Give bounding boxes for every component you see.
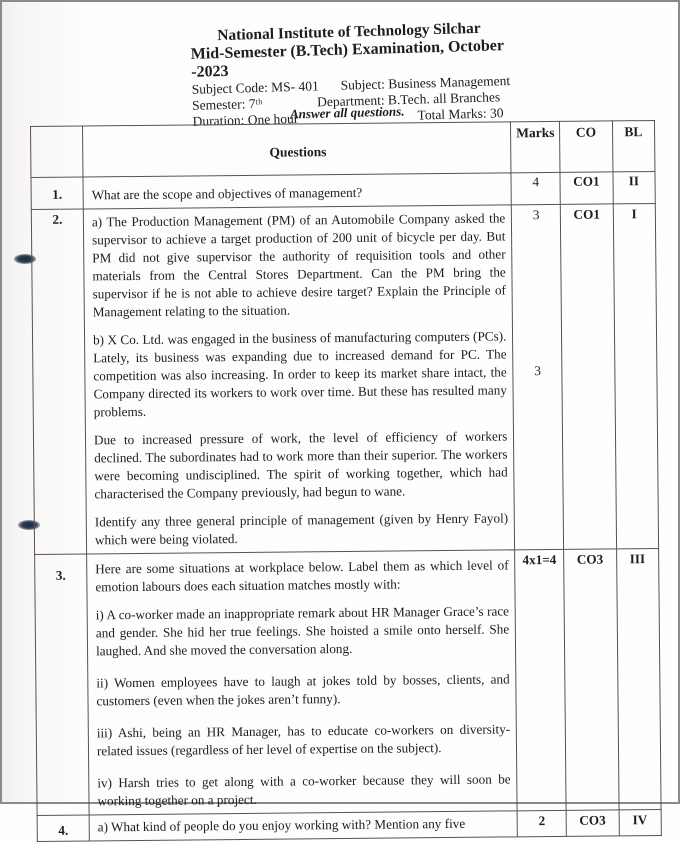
exam-title: Mid-Semester (B.Tech) Examination, October -2023 <box>190 37 504 81</box>
question-number: 2. <box>31 209 86 554</box>
table-row <box>35 548 661 815</box>
question-number: 3. <box>35 554 89 815</box>
blooms-level: II <box>612 172 655 204</box>
course-outcome: CO3 <box>566 810 619 837</box>
question-paragraph: iii) Ashi, being an HR Manager, has to educate co-workers on diversity-related issues (regardless of her level of expertise on the subject). <box>96 721 511 759</box>
col-header-marks: Marks <box>511 121 560 172</box>
institute-name: National Institute of Technology Silchar <box>216 19 481 45</box>
question-paragraph: b) X Co. Ltd. was engaged in the business of manufacturing computers (PCs). Lately, its business was expanding due to increased demand for PC. The competition was also increasing. In order to keep its market share intact, the Company directed its workers to work over time. But these has resulted many problems. <box>92 328 507 420</box>
question-paragraph: a) What kind of people do you enjoy working with? Mention any five <box>97 815 466 835</box>
semester: Semester: 7ᵗʰ <box>191 95 263 113</box>
question-paragraph: Here are some situations at workplace below. Label them as which level of emotion labours does each situation matches mostly with: <box>95 557 509 595</box>
question-paragraph: Identify any three general principle of management (given by Henry Fayol) which were being violated. <box>94 510 509 548</box>
col-header-questions: Questions <box>82 122 511 177</box>
marks: 2 <box>517 810 566 836</box>
marks-a: 3 <box>532 207 540 223</box>
question-text <box>83 173 512 209</box>
marks: 4x1=4 <box>515 549 566 810</box>
question-paragraph: ii) Women employees have to laugh at jokes told by bosses, clients, and customers (even when the jokes aren’t funny). <box>96 671 510 709</box>
question-paragraph: a) The Production Management (PM) of an Automobile Company asked the supervisor to achieve a target production of 200 unit of bicycle per day. But PM did not give supervisor the authority of requisition tools and other materials from the Central Stores Department. Can the PM bring the supervisor if he is not able to achieve desire target? Explain the Principle of Management relating to the situation. <box>91 210 506 320</box>
duration: Duration: One hour <box>192 110 299 129</box>
department: Department: B.Tech. all Branches <box>316 89 501 110</box>
table-row <box>37 809 661 841</box>
table-header-row <box>31 121 655 178</box>
question-table <box>30 120 662 842</box>
course-outcome: CO1 <box>560 204 616 549</box>
question-paragraph: What are the scope and objectives of management? <box>91 184 363 203</box>
question-paragraph: iv) Harsh tries to get along with a co-worker because they will soon be working together on a project. <box>97 771 511 809</box>
question-paragraph: Due to increased pressure of work, the level of efficiency of workers declined. The subordinates had to work more than their superior. The workers were becoming undisciplined. The spirit of working together, which had characterised the Company previously, had begun to wane. <box>93 428 508 502</box>
blooms-level: IV <box>619 809 662 835</box>
question-text <box>87 550 518 815</box>
scanned-page <box>2 2 678 838</box>
marks-b: 3 <box>534 363 541 379</box>
col-header-bl: BL <box>612 121 655 172</box>
marks-cell <box>512 204 564 549</box>
question-number: 1. <box>31 177 83 209</box>
instruction: Answer all questions. <box>289 103 405 122</box>
course-outcome: CO3 <box>564 549 619 810</box>
total-marks: Total Marks: 30 <box>417 105 504 123</box>
question-text <box>83 205 515 554</box>
subject-code: Subject Code: MS- 401 <box>191 78 320 97</box>
course-outcome: CO1 <box>560 172 613 205</box>
table-row <box>31 204 658 555</box>
subject-name: Subject: Business Management <box>340 73 511 93</box>
question-paragraph: i) A co-worker made an inappropriate remark about HR Manager Grace’s race and gender. She hid her true feelings. She hoisted a smile onto herself. She laughed. And she moved the conversation along. <box>95 603 510 659</box>
col-header-number <box>31 126 83 177</box>
blooms-level: III <box>616 548 661 809</box>
question-number: 4. <box>37 815 89 841</box>
col-header-co: CO <box>560 121 613 173</box>
question-text <box>89 811 518 841</box>
marks: 4 <box>511 172 560 204</box>
blooms-level: I <box>613 204 659 549</box>
